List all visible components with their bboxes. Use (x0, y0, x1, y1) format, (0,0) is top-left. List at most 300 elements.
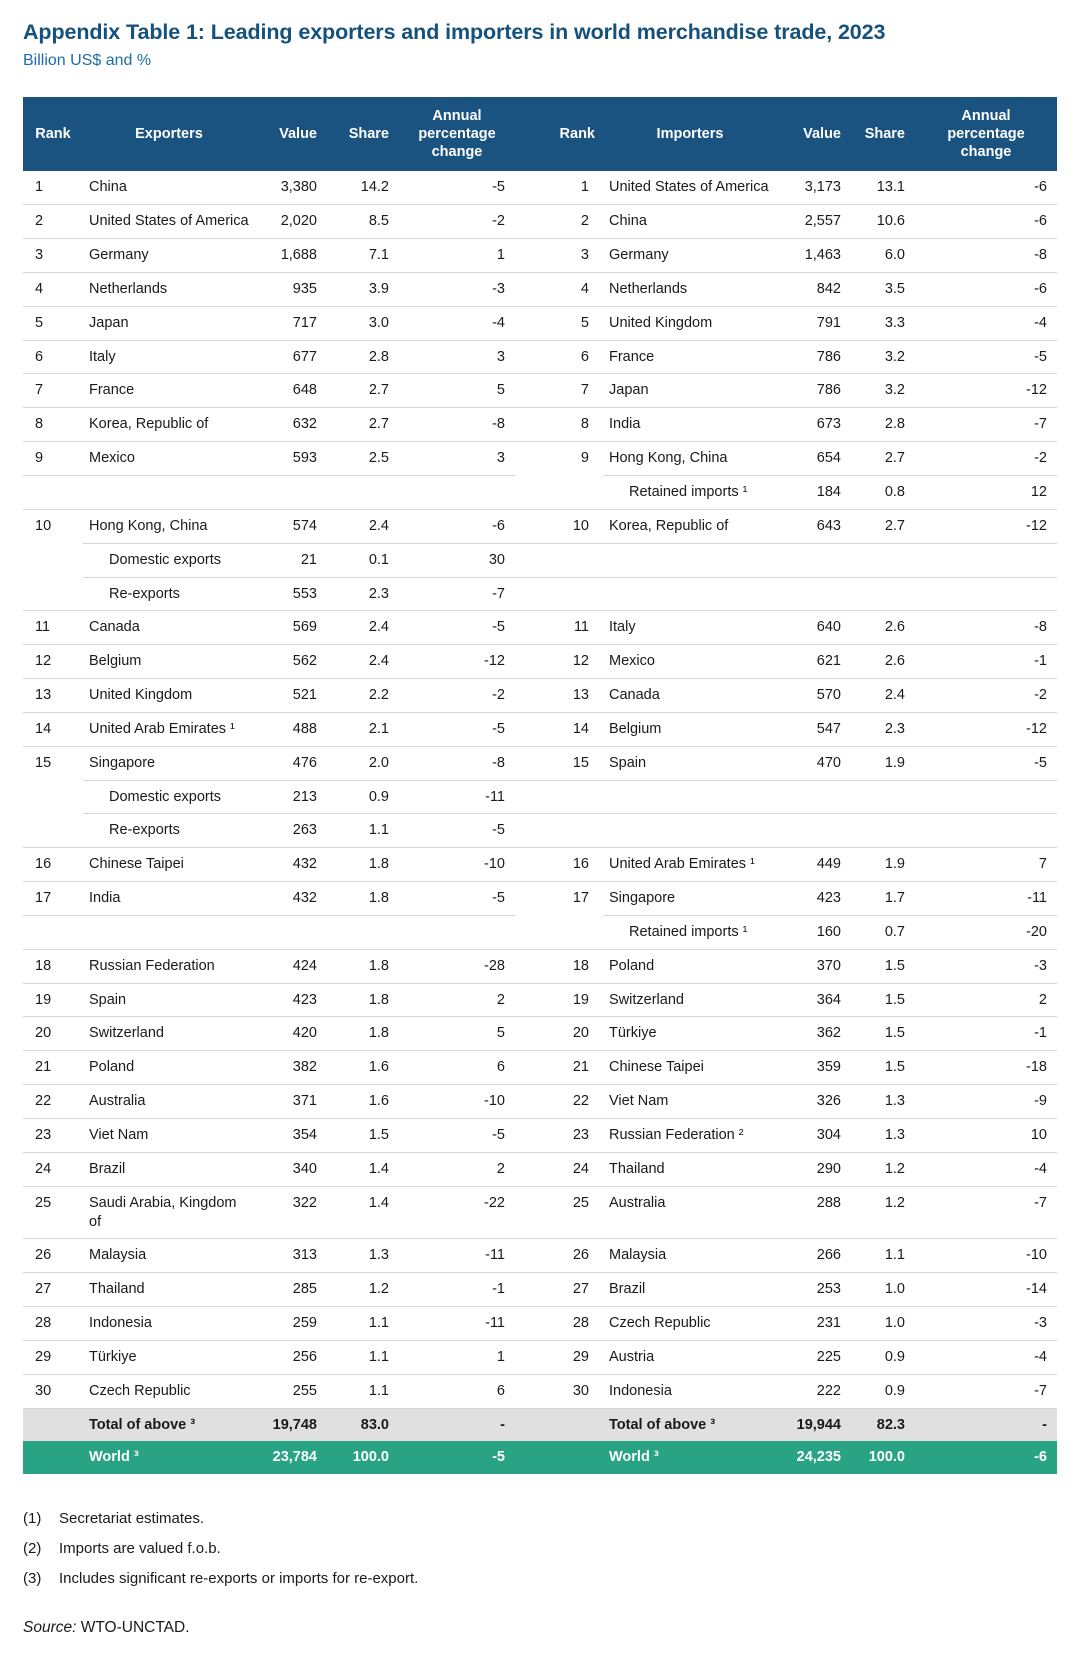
table-row (23, 814, 1057, 848)
table-row (23, 1017, 1057, 1051)
exporter-share-cell (327, 475, 399, 509)
importer-name-cell: United States of America (609, 179, 769, 196)
exporter-rank-cell: 24 (23, 1152, 83, 1186)
importer-rank-cell: 10 (515, 509, 603, 543)
importer-name-cell: Brazil (603, 1273, 777, 1307)
importer-change-cell: -12 (915, 712, 1057, 746)
importer-rank-cell: 13 (515, 679, 603, 713)
exporter-share-cell: 2.5 (327, 442, 399, 476)
exporter-share-cell: 1.4 (327, 1186, 399, 1239)
exporter-rank-cell (23, 577, 83, 611)
exporter-share-cell: 14.2 (360, 179, 389, 196)
importer-share-cell: 2.8 (851, 408, 915, 442)
exporter-rank-cell: 11 (23, 611, 83, 645)
importer-name-cell: Netherlands (603, 272, 777, 306)
importer-share-cell: 3.2 (851, 340, 915, 374)
table-row (23, 712, 1057, 746)
exporter-change-cell (399, 915, 515, 949)
importer-change-cell: 2 (915, 983, 1057, 1017)
exporter-value-cell: 340 (255, 1152, 327, 1186)
table-row (23, 543, 1057, 577)
table-row (23, 1307, 1057, 1341)
exporter-rank-cell: 22 (23, 1085, 83, 1119)
exporter-name-cell: Poland (83, 1051, 255, 1085)
importer-name-cell: Chinese Taipei (603, 1051, 777, 1085)
exporter-value-cell: 21 (255, 543, 327, 577)
exporter-name-cell: Spain (83, 983, 255, 1017)
importer-change-cell (915, 780, 1057, 814)
exporter-change-cell: -5 (399, 1119, 515, 1153)
importer-value-cell: 266 (777, 1239, 851, 1273)
column-header-change-importers: Annual percentage change (915, 97, 1057, 171)
importer-rank-cell (515, 1408, 603, 1441)
importer-value-cell: 222 (777, 1374, 851, 1408)
importer-value-cell (777, 543, 851, 577)
importer-name-cell: Thailand (603, 1152, 777, 1186)
exporter-name-cell: Malaysia (83, 1239, 255, 1273)
importer-value-cell: 290 (777, 1152, 851, 1186)
exporter-rank-cell: 19 (23, 983, 83, 1017)
exporter-rank-cell: 29 (23, 1340, 83, 1374)
importer-change-cell: -20 (915, 915, 1057, 949)
importer-share-cell: 1.9 (851, 848, 915, 882)
importer-name-cell: Japan (603, 374, 777, 408)
exporter-change-cell: -11 (399, 1307, 515, 1341)
exporter-share-cell: 2.3 (327, 577, 399, 611)
exporter-value-cell: 432 (255, 848, 327, 882)
importer-share-cell: 0.9 (851, 1374, 915, 1408)
importer-value-cell: 2,557 (777, 205, 851, 239)
importer-change-cell: - (915, 1408, 1057, 1441)
exporter-change-cell: 3 (399, 340, 515, 374)
importer-value-cell (777, 780, 851, 814)
importer-change-cell: -6 (915, 272, 1057, 306)
importer-change-cell: -3 (915, 1307, 1057, 1341)
table-row (23, 882, 1057, 916)
exporter-change-cell: 6 (399, 1051, 515, 1085)
importer-change-cell: -6 (915, 1441, 1057, 1474)
importer-share-cell (851, 780, 915, 814)
importer-change-cell: -2 (915, 679, 1057, 713)
exporter-value-cell: 259 (255, 1307, 327, 1341)
importer-value-cell (777, 814, 851, 848)
exporter-name-cell: India (83, 882, 255, 916)
exporter-change-cell: -5 (492, 179, 505, 196)
table-row (23, 848, 1057, 882)
exporter-rank-cell (23, 475, 83, 509)
importer-name-cell: United Arab Emirates ¹ (603, 848, 777, 882)
exporter-share-cell: 2.8 (327, 340, 399, 374)
exporter-value-cell: 569 (255, 611, 327, 645)
exporter-value-cell: 553 (255, 577, 327, 611)
exporter-rank-cell: 13 (23, 679, 83, 713)
exporter-name-cell: Belgium (83, 645, 255, 679)
importer-value-cell: 184 (777, 475, 851, 509)
importer-value-cell: 326 (777, 1085, 851, 1119)
importer-value-cell: 288 (777, 1186, 851, 1239)
table-row (23, 645, 1057, 679)
exporter-share-cell: 100.0 (327, 1441, 399, 1474)
importer-name-cell: Viet Nam (603, 1085, 777, 1119)
importer-rank-cell (515, 1441, 603, 1474)
column-header-share-exporters: Share (327, 97, 399, 171)
exporter-rank-cell (23, 915, 83, 949)
importer-change-cell: 7 (915, 848, 1057, 882)
exporter-rank-cell: 14 (23, 712, 83, 746)
exporter-name-cell: France (83, 374, 255, 408)
exporter-value-cell: 2,020 (255, 205, 327, 239)
exporter-share-cell: 2.4 (327, 611, 399, 645)
exporter-rank-cell (23, 1441, 83, 1474)
table-row (23, 780, 1057, 814)
exporter-name-cell (83, 475, 255, 509)
importer-change-cell: -4 (915, 306, 1057, 340)
exporter-share-cell: 7.1 (327, 239, 399, 273)
table-row (23, 171, 1057, 204)
exporter-name-cell: Canada (83, 611, 255, 645)
exporter-change-cell: 1 (399, 1340, 515, 1374)
exporter-rank-cell: 23 (23, 1119, 83, 1153)
column-header-rank-importers: Rank (515, 97, 603, 171)
importer-name-cell: India (603, 408, 777, 442)
exporter-rank-cell: 8 (23, 408, 83, 442)
importer-value-cell (777, 577, 851, 611)
column-header-value-importers: Value (777, 97, 851, 171)
importer-name-cell: Australia (603, 1186, 777, 1239)
importer-name-cell (603, 814, 777, 848)
importer-name-cell: Retained imports ¹ (603, 475, 777, 509)
importer-share-cell: 1.9 (851, 746, 915, 780)
table-row (23, 272, 1057, 306)
exporter-change-cell: -5 (399, 712, 515, 746)
exporter-value-cell: 632 (255, 408, 327, 442)
exporter-name-cell: Total of above ³ (83, 1408, 255, 1441)
footnote-2 (23, 1540, 1057, 1557)
importer-name-cell: France (603, 340, 777, 374)
importer-name-cell: Spain (603, 746, 777, 780)
importer-rank-cell: 28 (515, 1307, 603, 1341)
importer-name-cell: Mexico (603, 645, 777, 679)
exporter-rank-cell: 2 (23, 205, 83, 239)
exporter-value-cell: 488 (255, 712, 327, 746)
exporter-name-cell (83, 915, 255, 949)
exporter-rank-cell: 10 (23, 509, 83, 543)
exporter-value-cell: 593 (255, 442, 327, 476)
exporter-value-cell: 1,688 (255, 239, 327, 273)
exporter-name-cell: Domestic exports (83, 543, 255, 577)
exporter-name-cell: Thailand (83, 1273, 255, 1307)
exporter-name-cell: Domestic exports (83, 780, 255, 814)
exporter-value-cell: 285 (255, 1273, 327, 1307)
exporter-change-cell: -5 (399, 814, 515, 848)
exporter-name-cell: Chinese Taipei (83, 848, 255, 882)
importer-share-cell: 0.8 (851, 475, 915, 509)
source-text: WTO-UNCTAD. (80, 1619, 190, 1637)
importer-rank-cell: 7 (515, 374, 603, 408)
exporter-change-cell: -5 (399, 1441, 515, 1474)
exporter-value-cell: 313 (255, 1239, 327, 1273)
table-row (23, 475, 1057, 509)
importer-share-cell: 1.2 (851, 1152, 915, 1186)
exporter-value-cell: 648 (255, 374, 327, 408)
column-header-value-exporters: Value (255, 97, 327, 171)
importer-rank-cell: 27 (515, 1273, 603, 1307)
table-row (23, 306, 1057, 340)
importer-change-cell: -4 (915, 1340, 1057, 1374)
importer-name-cell: Belgium (603, 712, 777, 746)
table-row (23, 1051, 1057, 1085)
importer-share-cell: 1.0 (851, 1273, 915, 1307)
exporter-rank-cell: 16 (23, 848, 83, 882)
exporter-change-cell: -2 (399, 679, 515, 713)
column-header-rank-exporters: Rank (23, 97, 83, 171)
exporter-change-cell (399, 475, 515, 509)
exporter-value-cell: 423 (255, 983, 327, 1017)
importer-rank-cell: 14 (515, 712, 603, 746)
exporter-share-cell: 83.0 (327, 1408, 399, 1441)
exporter-rank-cell: 27 (23, 1273, 83, 1307)
exporter-rank-cell: 3 (23, 239, 83, 273)
exporter-rank-cell (23, 814, 83, 848)
exporter-share-cell: 8.5 (327, 205, 399, 239)
table-row (23, 1152, 1057, 1186)
exporter-rank-cell: 6 (23, 340, 83, 374)
exporter-value-cell: 23,784 (255, 1441, 327, 1474)
exporter-share-cell: 1.1 (327, 1340, 399, 1374)
exporter-share-cell: 1.8 (327, 1017, 399, 1051)
exporter-change-cell: 6 (399, 1374, 515, 1408)
exporter-share-cell: 2.4 (327, 645, 399, 679)
exporter-name-cell: Czech Republic (83, 1374, 255, 1408)
exporter-value-cell (255, 915, 327, 949)
exporter-rank-cell: 30 (23, 1374, 83, 1408)
exporter-value-cell: 263 (255, 814, 327, 848)
importer-value-cell: 359 (777, 1051, 851, 1085)
column-header-exporters: Exporters (83, 97, 255, 171)
exporter-value-cell: 322 (255, 1186, 327, 1239)
importer-rank-cell (515, 475, 603, 509)
importer-change-cell: -14 (915, 1273, 1057, 1307)
exporter-rank-cell: 7 (23, 374, 83, 408)
exporter-share-cell: 1.5 (327, 1119, 399, 1153)
importer-value-cell: 225 (777, 1340, 851, 1374)
table-row (23, 1340, 1057, 1374)
importer-share-cell: 6.0 (851, 239, 915, 273)
exporter-rank-cell: 26 (23, 1239, 83, 1273)
exporter-value-cell: 255 (255, 1374, 327, 1408)
table-row (23, 611, 1057, 645)
importer-value-cell: 423 (777, 882, 851, 916)
exporter-rank-cell: 9 (23, 442, 83, 476)
exporter-change-cell: 2 (399, 1152, 515, 1186)
importer-value-cell: 3,173 (804, 179, 841, 196)
exporter-rank-cell: 21 (23, 1051, 83, 1085)
importer-value-cell: 24,235 (777, 1441, 851, 1474)
exporter-name-cell: Re-exports (83, 577, 255, 611)
footnote-text: Imports are valued f.o.b. (59, 1540, 221, 1558)
exporter-change-cell: 2 (399, 983, 515, 1017)
importer-rank-cell: 2 (515, 205, 603, 239)
importer-rank-cell: 1 (580, 179, 589, 196)
source-line (23, 1619, 1057, 1637)
exporter-name-cell: United Arab Emirates ¹ (83, 712, 255, 746)
importer-share-cell: 82.3 (851, 1408, 915, 1441)
exporter-share-cell: 2.7 (327, 374, 399, 408)
exporter-value-cell: 371 (255, 1085, 327, 1119)
column-header-importers: Importers (603, 97, 777, 171)
column-header-share-importers: Share (851, 97, 915, 171)
importer-change-cell (915, 577, 1057, 611)
importer-change-cell: -7 (915, 1186, 1057, 1239)
exporter-change-cell: 5 (399, 1017, 515, 1051)
importer-change-cell: -10 (915, 1239, 1057, 1273)
exporter-value-cell: 574 (255, 509, 327, 543)
importer-rank-cell: 6 (515, 340, 603, 374)
importer-rank-cell: 24 (515, 1152, 603, 1186)
importer-name-cell: Retained imports ¹ (603, 915, 777, 949)
exporter-change-cell: -10 (399, 1085, 515, 1119)
importer-rank-cell: 22 (515, 1085, 603, 1119)
importer-change-cell: -12 (915, 509, 1057, 543)
table-body (23, 171, 1057, 1474)
exporter-change-cell: -3 (399, 272, 515, 306)
table-row (23, 1186, 1057, 1239)
exporter-value-cell: 476 (255, 746, 327, 780)
importer-name-cell: Canada (603, 679, 777, 713)
table-row (23, 915, 1057, 949)
exporter-name-cell: Korea, Republic of (83, 408, 255, 442)
importer-value-cell: 362 (777, 1017, 851, 1051)
importer-share-cell: 1.3 (851, 1119, 915, 1153)
page-title: Appendix Table 1: Leading exporters and importers in world merchandise trade, 2023 (23, 20, 886, 44)
exporter-share-cell: 1.3 (327, 1239, 399, 1273)
table-header (23, 97, 1057, 171)
exporter-change-cell: 1 (399, 239, 515, 273)
exporter-change-cell: -28 (399, 949, 515, 983)
exporter-share-cell: 2.1 (327, 712, 399, 746)
table-row (23, 983, 1057, 1017)
footnote-marker: (2) (23, 1540, 42, 1558)
table-row (23, 374, 1057, 408)
importer-share-cell: 0.9 (851, 1340, 915, 1374)
importer-name-cell: Korea, Republic of (603, 509, 777, 543)
exporter-share-cell: 1.2 (327, 1273, 399, 1307)
exporter-change-cell: -11 (399, 780, 515, 814)
importer-share-cell: 1.5 (851, 1017, 915, 1051)
exporter-name-cell: Indonesia (83, 1307, 255, 1341)
exporter-value-cell: 420 (255, 1017, 327, 1051)
exporter-rank-cell: 18 (23, 949, 83, 983)
table-row (23, 577, 1057, 611)
importer-change-cell: -9 (915, 1085, 1057, 1119)
exporter-name-cell: Russian Federation (83, 949, 255, 983)
importer-name-cell: United Kingdom (603, 306, 777, 340)
importer-value-cell: 791 (777, 306, 851, 340)
exporter-name-cell: United States of America (83, 205, 255, 239)
exporter-value-cell: 432 (255, 882, 327, 916)
exporter-value-cell: 677 (255, 340, 327, 374)
importer-share-cell: 10.6 (851, 205, 915, 239)
exporter-value-cell (255, 475, 327, 509)
importer-name-cell: Italy (603, 611, 777, 645)
importer-share-cell: 1.5 (851, 949, 915, 983)
importer-share-cell: 100.0 (851, 1441, 915, 1474)
exporter-share-cell: 2.2 (327, 679, 399, 713)
exporter-change-cell: 3 (399, 442, 515, 476)
exporter-share-cell: 2.7 (327, 408, 399, 442)
importer-name-cell: Indonesia (603, 1374, 777, 1408)
importer-change-cell: -5 (915, 340, 1057, 374)
importer-share-cell: 2.6 (851, 611, 915, 645)
importer-rank-cell: 25 (515, 1186, 603, 1239)
importer-value-cell: 19,944 (777, 1408, 851, 1441)
importer-share-cell (851, 543, 915, 577)
importer-share-cell: 2.3 (851, 712, 915, 746)
exporter-rank-cell: 1 (35, 179, 44, 196)
exporter-name-cell: Italy (83, 340, 255, 374)
table-row (23, 205, 1057, 239)
importer-value-cell: 449 (777, 848, 851, 882)
importer-value-cell: 470 (777, 746, 851, 780)
exporter-share-cell: 0.9 (327, 780, 399, 814)
exporter-name-cell: United Kingdom (83, 679, 255, 713)
footnote-marker: (1) (23, 1510, 42, 1528)
exporter-name-cell: Netherlands (83, 272, 255, 306)
importer-change-cell: -8 (915, 611, 1057, 645)
exporter-name-cell: Brazil (83, 1152, 255, 1186)
exporter-value-cell: 935 (255, 272, 327, 306)
exporter-share-cell: 1.8 (327, 848, 399, 882)
importer-name-cell: Total of above ³ (603, 1408, 777, 1441)
importer-share-cell: 13.1 (876, 179, 905, 196)
table-row (23, 1273, 1057, 1307)
exporter-change-cell: -8 (399, 746, 515, 780)
footnote-text: Includes significant re-exports or imports for re-export. (59, 1570, 419, 1588)
importer-value-cell: 231 (777, 1307, 851, 1341)
importer-name-cell: Türkiye (603, 1017, 777, 1051)
importer-share-cell: 2.7 (851, 442, 915, 476)
exporter-value-cell: 213 (255, 780, 327, 814)
importer-name-cell: Malaysia (603, 1239, 777, 1273)
importer-rank-cell: 11 (515, 611, 603, 645)
importer-rank-cell (515, 814, 603, 848)
exporter-change-cell: -22 (399, 1186, 515, 1239)
exporter-change-cell: -11 (399, 1239, 515, 1273)
importer-rank-cell: 15 (515, 746, 603, 780)
importer-value-cell: 786 (777, 340, 851, 374)
exporter-value-cell: 382 (255, 1051, 327, 1085)
exporter-change-cell: -5 (399, 611, 515, 645)
importer-change-cell: -1 (915, 645, 1057, 679)
importer-rank-cell: 19 (515, 983, 603, 1017)
exporter-rank-cell: 5 (23, 306, 83, 340)
table-row (23, 1374, 1057, 1408)
exporter-share-cell (327, 915, 399, 949)
exporter-share-cell: 1.1 (327, 1374, 399, 1408)
importer-value-cell: 160 (777, 915, 851, 949)
importer-rank-cell: 17 (515, 882, 603, 916)
table-row (23, 1239, 1057, 1273)
exporter-name-cell: Germany (83, 239, 255, 273)
importer-value-cell: 643 (777, 509, 851, 543)
exporter-share-cell: 1.8 (327, 949, 399, 983)
importer-rank-cell: 21 (515, 1051, 603, 1085)
footnote-text: Secretariat estimates. (59, 1510, 205, 1528)
importer-share-cell: 2.4 (851, 679, 915, 713)
importer-name-cell: Poland (603, 949, 777, 983)
exporter-share-cell: 2.4 (327, 509, 399, 543)
exporter-name-cell: Switzerland (83, 1017, 255, 1051)
